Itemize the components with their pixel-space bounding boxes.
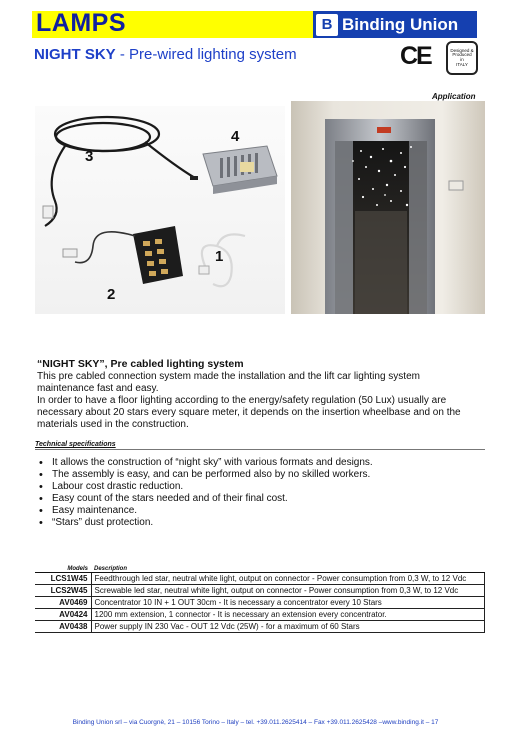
callout-4: 4 bbox=[231, 128, 240, 145]
page-subtitle bbox=[34, 46, 297, 63]
intro-paragraph-1 bbox=[37, 371, 487, 395]
application-photo bbox=[291, 101, 485, 314]
text-line: necessary about 20 stars every square meter, it depends on the insertion wheelbase and on the bbox=[37, 407, 461, 418]
elevator-night-sky-illustration bbox=[291, 101, 485, 314]
model-description: Feedthrough led star, neutral white light, output on connector - Power consumption from 0,3 W, to 12 Vdc bbox=[91, 572, 485, 584]
intro-paragraph-2 bbox=[37, 395, 487, 431]
list-item: • Labour cost drastic reduction. bbox=[37, 481, 487, 493]
product-components-illustration bbox=[35, 106, 285, 314]
white-connector-icon bbox=[43, 206, 53, 218]
callout-1: 1 bbox=[215, 248, 224, 265]
list-item: • Easy maintenance. bbox=[37, 505, 487, 517]
power-supply-icon bbox=[203, 146, 277, 194]
model-code: LCS2W45 bbox=[35, 584, 91, 596]
badge-line: Produced bbox=[452, 52, 472, 58]
cable-coil-icon bbox=[45, 117, 195, 226]
text-line: materials used in the construction. bbox=[37, 419, 189, 430]
list-item: • It allows the construction of “night sky” with various formats and designs. bbox=[37, 457, 487, 469]
list-item: • Easy count of the stars needed and of their final cost. bbox=[37, 493, 487, 505]
divider bbox=[35, 449, 485, 450]
badge-line: in bbox=[460, 57, 464, 62]
brand-name: Binding Union bbox=[342, 14, 459, 34]
callout-3: 3 bbox=[85, 148, 94, 165]
text-line: maintenance fast and easy. bbox=[37, 383, 159, 394]
brand-logo-icon bbox=[316, 14, 338, 36]
product-photo bbox=[35, 106, 285, 314]
table-row bbox=[35, 584, 485, 596]
model-description: Screwable led star, neutral white light, output on connector - Power consumption from 0,3 W, to 12 Vdc bbox=[91, 584, 485, 596]
text-line: This pre cabled connection system made the installation and the lift car lighting system bbox=[37, 371, 420, 382]
text-line: In order to have a floor lighting according to the energy/safety regulation (50 Lux) usually are bbox=[37, 395, 447, 406]
product-tagline: Pre-wired lighting system bbox=[129, 46, 297, 63]
table-header-row bbox=[35, 560, 485, 572]
model-description: Power supply IN 230 Vac - OUT 12 Vdc (25W) - for a maximum of 60 Stars bbox=[91, 620, 485, 632]
badge-line: ITALY bbox=[456, 61, 468, 67]
feature-list bbox=[37, 457, 487, 529]
product-name: NIGHT SKY bbox=[34, 46, 116, 63]
column-header-models: Models bbox=[35, 560, 91, 572]
led-star-connector-icon bbox=[199, 266, 209, 274]
concentrator-icon bbox=[63, 226, 183, 284]
table-row bbox=[35, 620, 485, 632]
table-row bbox=[35, 608, 485, 620]
brand-logo-letter: B bbox=[321, 16, 333, 33]
list-item: • “Stars” dust protection. bbox=[37, 517, 487, 529]
table-row bbox=[35, 596, 485, 608]
application-label: Application bbox=[432, 92, 476, 101]
subtitle-separator: - bbox=[115, 46, 130, 63]
column-header-description: Description bbox=[91, 560, 485, 572]
page-footer: Binding Union srl – via Cuorgnè, 21 – 10156 Torino – Italy – tel. +39.011.2625414 – Fax +39.011.2625428 –www.binding.it – 17 bbox=[72, 719, 439, 726]
ce-mark-icon: CE bbox=[400, 42, 431, 70]
model-code: LCS1W45 bbox=[35, 572, 91, 584]
badge-line: Designed & bbox=[450, 47, 474, 53]
model-code: AV0438 bbox=[35, 620, 91, 632]
model-code: AV0424 bbox=[35, 608, 91, 620]
led-star-icon bbox=[202, 234, 245, 286]
intro-heading: “NIGHT SKY”, Pre cabled lighting system bbox=[37, 358, 244, 370]
technical-specifications-heading: Technical specifications bbox=[35, 441, 116, 448]
section-title: LAMPS bbox=[36, 9, 126, 37]
made-in-italy-badge-icon bbox=[446, 41, 478, 75]
brand-block bbox=[313, 11, 477, 38]
cable-connector-icon bbox=[190, 176, 198, 180]
model-description: Concentrator 10 IN + 1 OUT 30cm - It is necessary a concentrator every 10 Stars bbox=[91, 596, 485, 608]
model-description: 1200 mm extension, 1 connector - It is necessary an extension every concentrator. bbox=[91, 608, 485, 620]
model-code: AV0469 bbox=[35, 596, 91, 608]
table-row bbox=[35, 572, 485, 584]
callout-2: 2 bbox=[107, 286, 116, 303]
list-item: • The assembly is easy, and can be performed also by no skilled workers. bbox=[37, 469, 487, 481]
models-table bbox=[35, 560, 485, 633]
